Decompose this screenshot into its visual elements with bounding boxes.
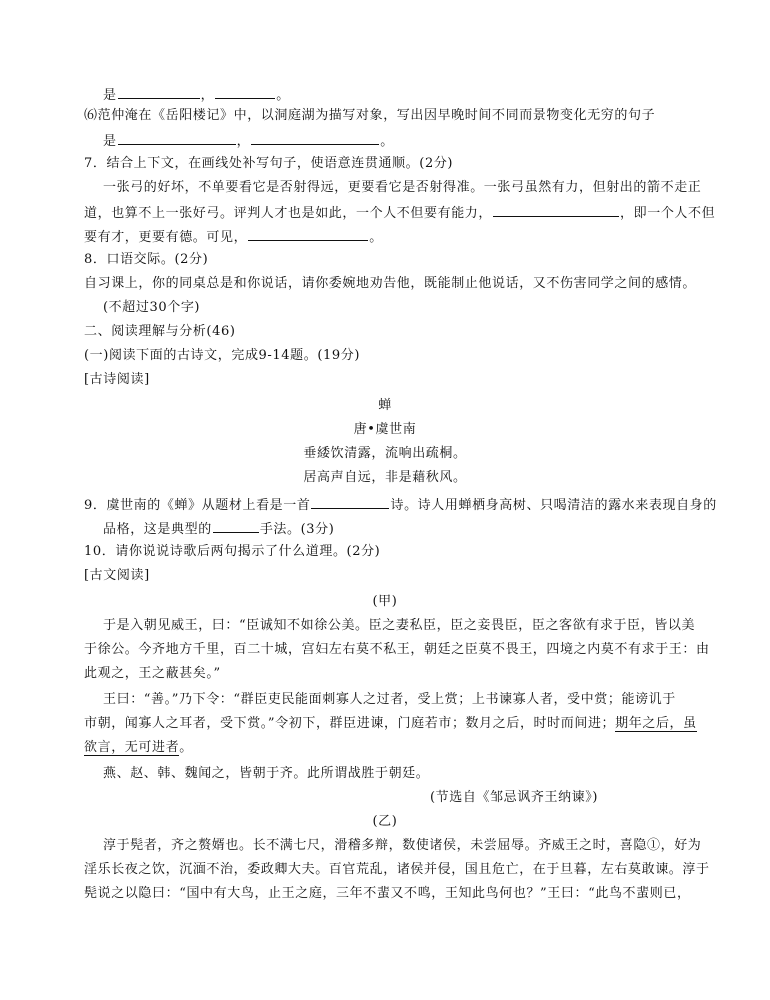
poem-title: 蝉 <box>378 398 392 413</box>
q7-paragraph-line: 一张弓的好坏，不单要看它是否射得远，更要看它是否射得准。一张弓虽然有力，但射出的箭不走正 <box>103 180 702 195</box>
passage-jia-label: (甲) <box>372 594 398 609</box>
line-answer-5: 是 ， 。 <box>103 84 290 106</box>
question-7: 7．结合上下文，在画线处补写句子，使语意连贯通顺。(2分) <box>84 156 454 171</box>
poem-section-label: [古诗阅读] <box>84 372 150 387</box>
q8-limit: (不超过30个字) <box>103 300 201 315</box>
underlined-sentence: 期年之后，虽 <box>615 716 697 731</box>
question-10: 10．请你说说诗歌后两句揭示了什么道理。(2分) <box>84 544 381 559</box>
answer-blank[interactable] <box>213 518 259 533</box>
question-6: ⑹范仲淹在《岳阳楼记》中，以洞庭湖为描写对象，写出因早晚时间不同而景物变化无穷的句子 <box>84 108 656 123</box>
passage-yi-line: 淳于髡者，齐之赘婿也。长不满七尺，滑稽多辩，数使诸侯，未尝屈辱。齐威王之时，喜隐①，好为 <box>103 838 702 853</box>
passage-jia-line: 王曰：“善。”乃下令：“群臣吏民能面刺寡人之过者，受上赏；上书谏寡人者，受中赏；能谤讥于 <box>103 692 676 707</box>
passage-jia-line: 于徐公。今齐地方千里，百二十城，宫妇左右莫不私王，朝廷之臣莫不畏王，四境之内莫不有求于王：由 <box>84 642 710 657</box>
answer-blank[interactable] <box>118 130 236 145</box>
passage-yi-label: (乙) <box>372 814 398 829</box>
q7-paragraph-line: 道，也算不上一张好弓。评判人才也是如此，一个人不但要有能力， ，即一个人不但 <box>84 202 715 224</box>
line-answer-6: 是 ， 。 <box>103 130 394 152</box>
poem-author: 唐•虞世南 <box>353 422 417 437</box>
q7-paragraph-line: 要有才，更要有德。可见， 。 <box>84 226 383 248</box>
section-2-heading: 二、阅读理解与分析(46) <box>84 324 236 339</box>
q8-prompt: 自习课上，你的同桌总是和你说话，请你委婉地劝告他，既能制止他说话，又不伤害同学之间的感情。 <box>84 276 697 291</box>
passage-jia-line: 欲言，无可进者。 <box>84 740 193 755</box>
passage-jia-line: 市朝，闻寡人之耳者，受下赏。”令初下，群臣进谏，门庭若市；数月之后，时时而间进；期年之后，虽 <box>84 716 697 731</box>
question-9-cont: 品格，这是典型的 手法。(3分) <box>103 518 334 540</box>
answer-blank[interactable] <box>118 84 200 99</box>
prose-section-label: [古文阅读] <box>84 568 150 583</box>
passage-yi-line: 髡说之以隐曰：“国中有大鸟，止王之庭，三年不蜚又不鸣，王知此鸟何也？”王曰：“此鸟不蜚则已， <box>84 886 691 901</box>
passage-yi-line: 淫乐长夜之饮，沉湎不治，委政卿大夫。百官荒乱，诸侯并侵，国且危亡，在于旦暮，左右莫敢谏。淳于 <box>84 862 710 877</box>
passage-jia-line: 燕、赵、韩、魏闻之，皆朝于齐。此所谓战胜于朝廷。 <box>103 766 430 781</box>
answer-blank[interactable] <box>311 494 389 509</box>
passage-jia-source: (节选自《邹忌讽齐王纳谏》) <box>430 790 599 805</box>
underlined-sentence: 欲言，无可进者 <box>84 740 180 755</box>
passage-jia-line: 此观之，王之蔽甚矣。” <box>84 666 221 681</box>
poem-line-2: 居高声自远，非是藉秋风。 <box>303 470 467 485</box>
answer-blank[interactable] <box>248 226 368 241</box>
answer-blank[interactable] <box>493 202 619 217</box>
question-9: 9．虞世南的《蝉》从题材上看是一首 诗。诗人用蝉栖身高树、只喝清洁的露水来表现自身的 <box>84 494 717 516</box>
passage-jia-line: 于是入朝见威王，曰：“臣诚知不如徐公美。臣之妻私臣，臣之妾畏臣，臣之客欲有求于臣，皆以美 <box>103 618 696 633</box>
poem-line-1: 垂緌饮清露，流响出疏桐。 <box>303 446 467 461</box>
answer-blank[interactable] <box>251 130 379 145</box>
section-2-1-heading: (一)阅读下面的古诗文，完成9-14题。(19分) <box>84 348 361 363</box>
answer-blank[interactable] <box>215 84 275 99</box>
question-8: 8．口语交际。(2分) <box>84 252 209 267</box>
